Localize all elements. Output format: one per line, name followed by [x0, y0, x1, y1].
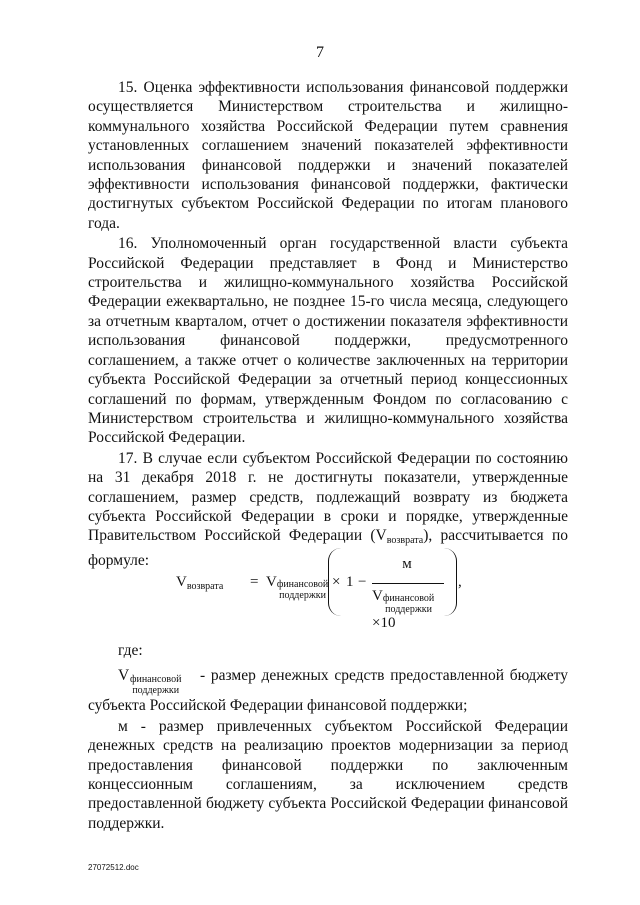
- formula-denominator: [372, 588, 452, 632]
- formula-lhs-v: V: [176, 574, 187, 590]
- formula-den-v: V: [372, 588, 383, 604]
- definition-v-continuation: субъекта Российской Федерации финансовой поддержки;: [88, 697, 468, 715]
- body-text: [88, 78, 568, 570]
- formula-den-sub: [383, 593, 434, 615]
- paragraph-16: 16. Уполномоченный орган государственной власти субъекта Российской Федерации представляет в Фонд и Министерство строительства и жилищно-коммунального хозяйства Российской Федерации ежеквартально, не позднее 15-го числа месяца, следующего за отчетным кварталом, отчет о достижении показателя эффективности использования финансовой поддержки, предусмотренного соглашением, а также отчет о количестве заключенных на территории субъекта Российской Федерации за отчетный период концессионных соглашений по формам, утвержденным Фондом по согласованию с Министерством строительства и жилищно-коммунального хозяйства Российской Федерации.: [88, 235, 568, 447]
- formula-one: 1: [346, 574, 354, 590]
- definition-v-sub-2: поддержки: [132, 685, 180, 697]
- paragraph-17-end: ), рассчитывается по формуле:: [88, 527, 568, 569]
- formula-v-sub-2: поддержки: [279, 590, 326, 601]
- formula-den-sub-1: финансовой: [382, 593, 435, 604]
- paragraph-17-text: 17. В случае если субъектом Российской Федерации по состоянию на 31 декабря 2018 г. не достигнуты показатели, утвержденные соглашением, размер средств, подлежащий возврату из бюджета субъекта Российской Федерации в сроки и порядке, утвержденные Правительством Российской Федерации (V: [88, 449, 568, 545]
- definition-v-sub: [130, 674, 181, 696]
- definition-m: м - размер привлеченных субъектом Российской Федерации денежных средств на реализацию проектов модернизации за период предоставления финансовой поддержки по заключенным концессионным соглашениям, за исключением средств предоставленной бюджету субъекта Российской Федерации финансовой поддержки.: [88, 717, 568, 832]
- formula-equals: =: [250, 574, 259, 590]
- paragraph-15: 15. Оценка эффективности использования финансовой поддержки осуществляется Министерством строительства и жилищно-коммунального хозяйства Российской Федерации путем сравнения установленных соглашением значений показателей эффективности использования финансовой поддержки и значений показателей эффективности использования финансовой поддержки, фактически достигнутых субъектом Российской Федерации по итогам планового года.: [88, 79, 568, 232]
- definition-v-text: - размер денежных средств предоставленной бюджету: [200, 667, 568, 685]
- formula-v-sub: [277, 579, 328, 601]
- footer-file-code: 27072512.doc: [88, 863, 139, 872]
- definitions: [88, 641, 568, 833]
- formula-comma: ,: [458, 574, 462, 590]
- definition-v-sub-1: финансовой: [130, 674, 182, 686]
- formula-v-financial: [266, 574, 328, 601]
- formula-times: ×: [332, 574, 341, 590]
- definition-v-symbol: V: [118, 667, 130, 685]
- formula-v-sub-1: финансовой: [276, 579, 329, 590]
- formula-right-paren: [444, 548, 457, 616]
- formula-minus: −: [358, 574, 367, 590]
- return-formula: [176, 548, 516, 631]
- where-label: где:: [118, 642, 143, 659]
- formula-numerator: м: [402, 556, 412, 572]
- definition-v-financial: [88, 666, 568, 696]
- formula-den-times-ten: ×10: [372, 615, 396, 631]
- formula-lhs-sub: возврата: [186, 581, 224, 592]
- formula-lhs: [176, 574, 223, 592]
- formula-den-sub-2: поддержки: [385, 604, 432, 615]
- formula-v: V: [266, 574, 277, 590]
- formula-fraction-line: [372, 583, 444, 584]
- page-number: 7: [316, 44, 324, 61]
- paragraph-17-subscript: возврата: [386, 535, 424, 547]
